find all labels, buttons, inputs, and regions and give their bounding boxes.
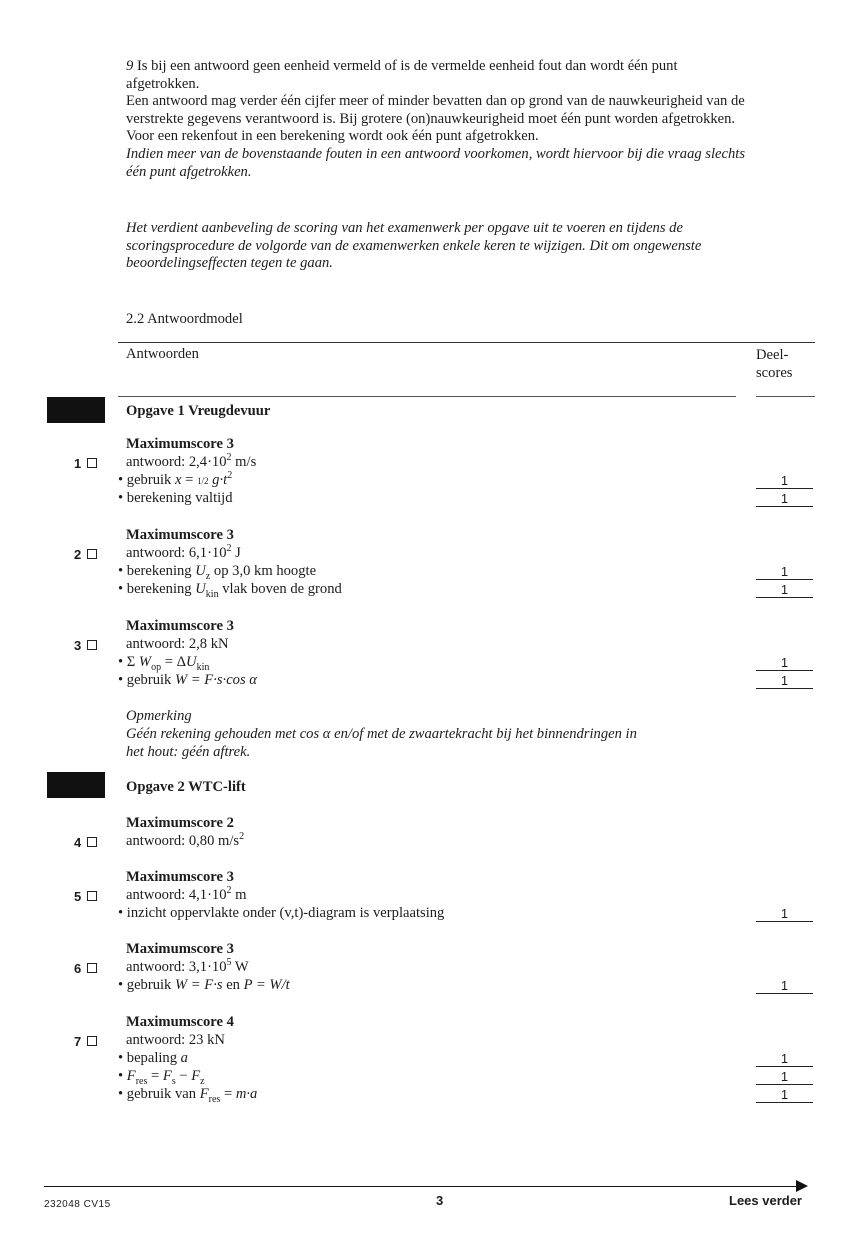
q1-answer: antwoord: $2,4\cdot 10^2$ m/s	[126, 452, 257, 470]
page-number: 3	[436, 1193, 444, 1208]
intro-notes	[126, 58, 746, 181]
checkbox-icon	[87, 891, 97, 901]
q5-score-1: 1	[756, 906, 813, 922]
footer-code: 232048 CV15	[44, 1199, 111, 1210]
opgave-marker	[47, 772, 105, 798]
q2-bullet-2: • berekening $U_{kin}$ vlak boven de grond	[118, 581, 342, 600]
note-number: 9	[126, 58, 134, 74]
q3-bullet-1: • Σ $W_{op} = \Delta U_{kin}$	[118, 654, 210, 673]
q7-bullet-2: • $F_{res} = F_s - F_z$	[118, 1068, 205, 1087]
note-rounding: Een antwoord mag verder één cijfer meer of minder bevatten dan op grond van de nauwkeurigheid van de verstrekte gegevens verantwoord is. Bij grotere (on)nauwkeurigheid moet één punt worden afgetrokken. Voor een rekenfout in een berekening wordt ook één punt afgetrokken.	[126, 93, 745, 145]
q7-max-score: Maximumscore 4	[126, 1014, 234, 1030]
checkbox-icon	[87, 1036, 97, 1046]
note-multiple-errors: Indien meer van de bovenstaande fouten in een antwoord voorkomen, wordt hiervoor bij die vraag slechts één punt afgetrokken.	[126, 145, 746, 180]
arrow-right-icon	[796, 1180, 808, 1192]
q1-number: 1	[74, 455, 106, 473]
q1-score-2: 1	[756, 491, 813, 507]
checkbox-icon	[87, 640, 97, 650]
q3-remark-title: Opmerking	[126, 708, 192, 724]
section-title: 2.2 Antwoordmodel	[126, 311, 243, 327]
opgave-1-title: Opgave 1 Vreugdevuur	[126, 403, 271, 419]
q7-score-2: 1	[756, 1069, 813, 1085]
q5-max-score: Maximumscore 3	[126, 869, 234, 885]
q6-score-1: 1	[756, 978, 813, 994]
q1-bullet-2: • berekening valtijd	[118, 490, 233, 506]
q2-score-2: 1	[756, 582, 813, 598]
opgave-2-title: Opgave 2 WTC-lift	[126, 779, 246, 795]
opgave-marker	[47, 397, 105, 423]
q2-max-score: Maximumscore 3	[126, 527, 234, 543]
q4-number: 4	[74, 834, 106, 852]
checkbox-icon	[87, 837, 97, 847]
q7-score-1: 1	[756, 1051, 813, 1067]
header-partial-scores: Deel- scores	[756, 347, 793, 381]
q3-remark-line-1: Géén rekening gehouden met cos α en/of met de zwaartekracht bij het binnendringen in	[126, 726, 637, 742]
checkbox-icon	[87, 549, 97, 559]
q3-answer: antwoord: 2,8 kN	[126, 636, 229, 652]
q2-score-1: 1	[756, 564, 813, 580]
q1-score-1: 1	[756, 473, 813, 489]
q3-score-2: 1	[756, 673, 813, 689]
note-9: 9 Is bij een antwoord geen eenheid vermeld of is de vermelde eenheid fout dan wordt één punt afgetrokken.	[126, 58, 678, 92]
q4-max-score: Maximumscore 2	[126, 815, 234, 831]
q2-answer: antwoord: $6,1\cdot 10^2$ J	[126, 543, 241, 561]
q3-number: 3	[74, 637, 106, 655]
q5-number: 5	[74, 888, 106, 906]
q2-bullet-1: • berekening $U_z$ op 3,0 km hoogte	[118, 563, 317, 582]
advice-text: Het verdient aanbeveling de scoring van het examenwerk per opgave uit te voeren en tijdens de scoringsprocedure de volgorde van de examenwerken enkele keren te wijzigen. Dit om ongewenste beoordelingseffecten tegen te gaan.	[126, 220, 702, 272]
q6-number: 6	[74, 960, 106, 978]
q3-bullet-2: • gebruik W = F·s·cos α	[118, 672, 257, 688]
q5-answer: antwoord: $4,1\cdot 10^2$ m	[126, 885, 247, 903]
q5-bullet-1: • inzicht oppervlakte onder (v,t)-diagram is verplaatsing	[118, 905, 445, 921]
q3-remark-line-2: het hout: géén aftrek.	[126, 744, 251, 760]
q1-max-score: Maximumscore 3	[126, 436, 234, 452]
q4-answer: antwoord: 0,80 $m/s^2$	[126, 831, 245, 849]
header-answers: Antwoorden	[126, 346, 199, 362]
q7-score-3: 1	[756, 1087, 813, 1103]
continue-label: Lees verder	[729, 1193, 802, 1208]
q3-score-1: 1	[756, 655, 813, 671]
header-rule-bottom-scores	[756, 396, 815, 397]
q7-answer: antwoord: 23 kN	[126, 1032, 225, 1048]
q6-answer: antwoord: $3,1\cdot 10^5$ W	[126, 957, 249, 975]
q7-bullet-3: • gebruik van $F_{res} = m\cdot a$	[118, 1086, 258, 1105]
header-rule-top	[118, 342, 815, 343]
q7-bullet-1: • bepaling a	[118, 1050, 188, 1066]
checkbox-icon	[87, 458, 97, 468]
q1-bullet-1: • gebruik x = 1/2 $g\cdot t^2$	[118, 470, 233, 488]
q2-number: 2	[74, 546, 106, 564]
checkbox-icon	[87, 963, 97, 973]
q6-bullet-1: • gebruik W = F·s en P = W/t	[118, 977, 290, 993]
q6-max-score: Maximumscore 3	[126, 941, 234, 957]
footer-rule	[44, 1186, 806, 1187]
q7-number: 7	[74, 1033, 106, 1051]
q3-max-score: Maximumscore 3	[126, 618, 234, 634]
header-rule-bottom	[118, 396, 736, 397]
